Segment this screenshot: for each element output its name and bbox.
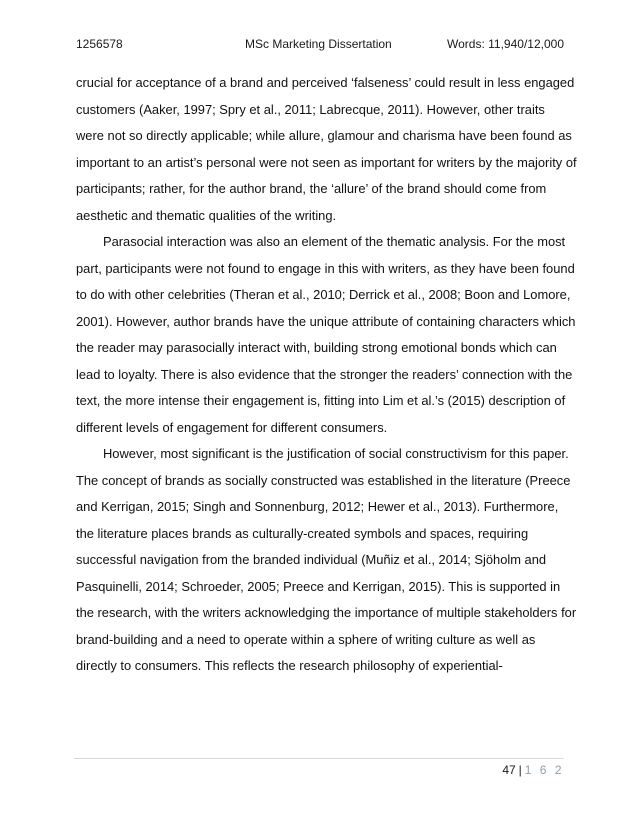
student-id: 1256578 <box>76 37 123 51</box>
text-line: text, the more intense their engagement is, fitting into Lim et al.’s (2015) description of <box>76 393 566 408</box>
text-line: Pasquinelli, 2014; Schroeder, 2005; Preece and Kerrigan, 2015). This is supported in <box>76 578 561 594</box>
text-line: were not so directly applicable; while allure, glamour and charisma have been found as <box>76 128 572 143</box>
word-count: Words: 11,940/12,000 <box>447 37 564 51</box>
text-line: lead to loyalty. There is also evidence that the stronger the readers’ connection with the <box>76 366 573 382</box>
page-footer <box>502 763 564 777</box>
body-text <box>76 70 577 680</box>
text-line: to do with other celebrities (Theran et al., 2010; Derrick et al., 2008; Boon and Lomore, <box>76 287 571 302</box>
text-line: part, participants were not found to engage in this with writers, as they have been found <box>76 260 575 276</box>
paragraph <box>76 229 576 441</box>
page-number: 47 <box>502 763 516 777</box>
text-line: brand-building and a need to operate within a sphere of writing culture as well as <box>76 631 536 647</box>
paragraph <box>76 441 577 680</box>
text-line: different levels of engagement for different consumers. <box>76 419 388 435</box>
text-line: important to an artist’s personal were not seen as important for writers by the majority of <box>76 154 577 170</box>
text-line: the literature places brands as culturally-created symbols and spaces, requiring <box>76 525 529 541</box>
document-title: MSc Marketing Dissertation <box>245 37 392 51</box>
paragraph <box>76 70 577 229</box>
text-line: successful navigation from the branded individual (Muñiz et al., 2014; Sjöholm and <box>76 552 547 567</box>
text-line: customers (Aaker, 1997; Spry et al., 2011; Labrecque, 2011). However, other traits <box>76 101 545 117</box>
text-line: participants; rather, for the author brand, the ‘allure’ of the brand should come from <box>76 181 547 196</box>
text-line: Parasocial interaction was also an element of the thematic analysis. For the most <box>103 234 566 249</box>
page-header <box>76 37 564 53</box>
text-line: 2001). However, author brands have the unique attribute of containing characters which <box>76 313 576 329</box>
text-line: the reader may parasocially interact with, building strong emotional bonds which can <box>76 340 557 355</box>
text-line: aesthetic and thematic qualities of the writing. <box>76 207 337 223</box>
page-separator: | <box>518 763 522 777</box>
text-line: However, most significant is the justification of social constructivism for this paper. <box>103 446 569 461</box>
total-pages: 1 6 2 <box>524 763 564 777</box>
footer-divider <box>74 758 564 759</box>
text-line: the research, with the writers acknowledging the importance of multiple stakeholders for <box>76 605 577 620</box>
text-line: crucial for acceptance of a brand and perceived ‘falseness’ could result in less engaged <box>76 75 575 90</box>
text-line: The concept of brands as socially constructed was established in the literature (Preece <box>76 472 571 488</box>
text-line: and Kerrigan, 2015; Singh and Sonnenburg, 2012; Hewer et al., 2013). Furthermore, <box>76 499 559 514</box>
text-line: directly to consumers. This reflects the research philosophy of experiential- <box>76 658 503 673</box>
